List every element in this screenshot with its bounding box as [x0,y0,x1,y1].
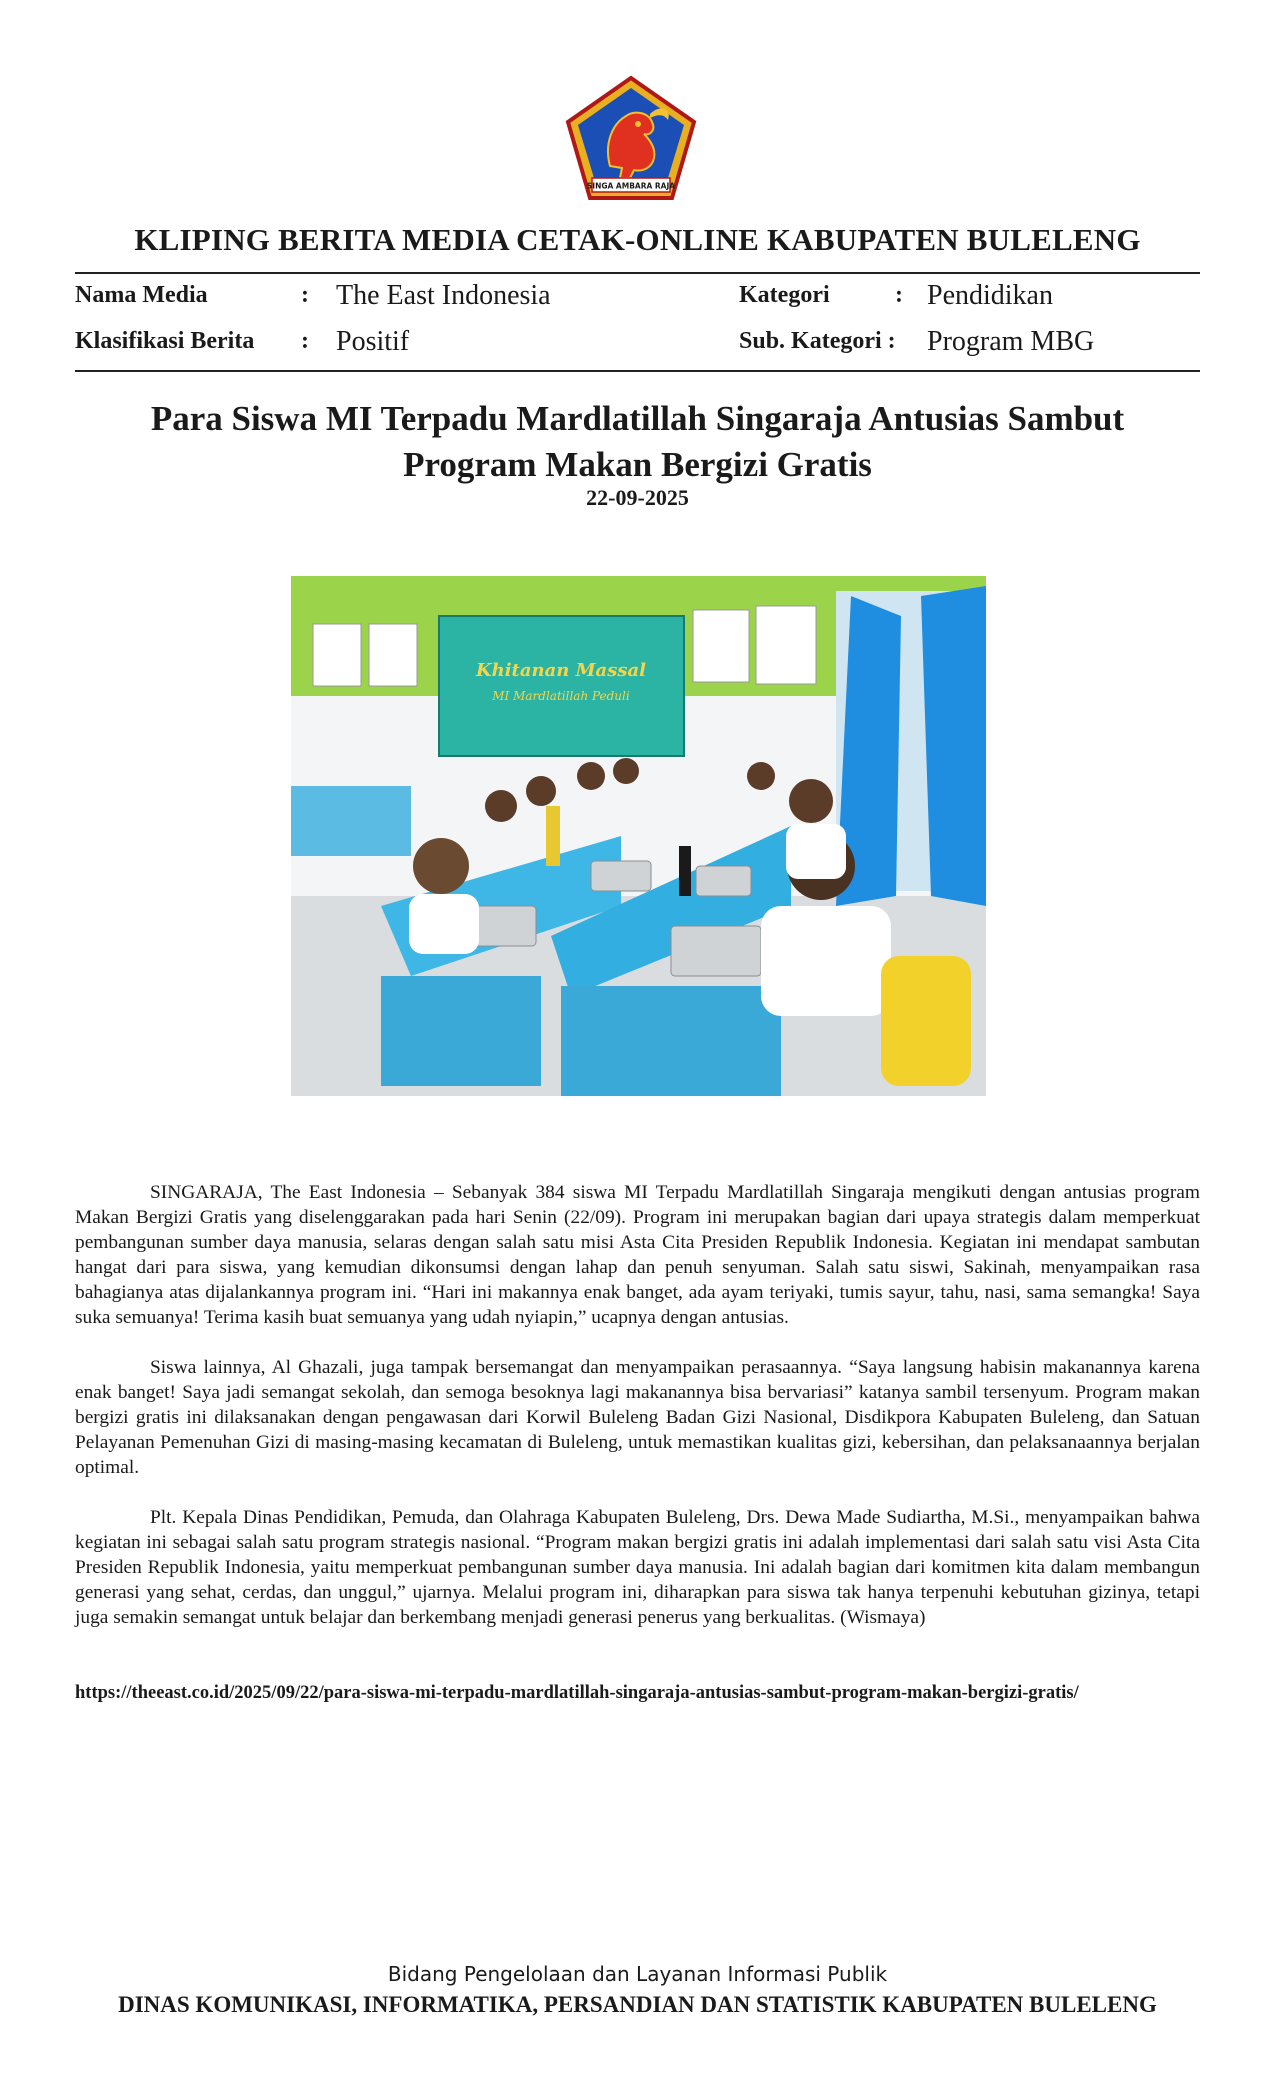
kategori-colon: : [895,282,903,308]
article-paragraph-3: Plt. Kepala Dinas Pendidikan, Pemuda, dan Olahraga Kabupaten Buleleng, Drs. Dewa Made Sudiartha, M.Si., menyampaikan bahwa kegiatan ini sebagai salah satu program strategis nasional. “Program makan bergizi gratis ini adalah implementasi dari salah satu visi Asta Cita Presiden Republik Indonesia, yaitu memperkuat pembangunan sumber daya manusia. Ini adalah bagian dari komitmen kita dalam membangun generasi yang sehat, cerdas, dan unggul,” ujarnya. Melalui program ini, diharapkan para siswa tak hanya terpenuhi kebutuhan gizinya, tetapi juga semakin semangat untuk belajar dan berkembang menjadi generasi penerus yang berkualitas. (Wismaya) [75,1507,1200,1628]
article-date: 22-09-2025 [586,485,689,510]
media-colon: : [301,282,309,308]
article-body [75,1180,1200,1655]
article-title-line2: Program Makan Bergizi Gratis [403,445,872,484]
kategori-label: Kategori [739,282,830,308]
article-title-line1: Para Siswa MI Terpadu Mardlatillah Singaraja Antusias Sambut [150,399,1125,438]
subkategori-label: Sub. Kategori : [739,328,896,354]
banner-title: Khitanan Massal [475,660,647,681]
source-url: https://theeast.co.id/2025/09/22/para-siswa-mi-terpadu-mardlatillah-singaraja-antusias-sambut-program-makan-bergizi-gratis/ [75,1683,1079,1703]
header-rule-bottom [75,370,1200,372]
klasifikasi-value: Positif [336,326,410,357]
article-title [120,396,1155,488]
subkategori-value: Program MBG [927,326,1095,357]
kategori-value: Pendidikan [927,280,1053,311]
klasifikasi-colon: : [301,328,309,354]
document-header-title: KLIPING BERITA MEDIA CETAK-ONLINE KABUPATEN BULELENG [134,222,1141,257]
footer-division: Bidang Pengelolaan dan Layanan Informasi Publik [387,1962,888,1986]
header-rule-top [75,272,1200,274]
logo-motto: SINGA AMBARA RAJA [586,181,676,191]
article-photo [291,576,986,1096]
footer-agency: DINAS KOMUNIKASI, INFORMATIKA, PERSANDIAN DAN STATISTIK KABUPATEN BULELENG [118,1992,1157,2017]
article-paragraph-2: Siswa lainnya, Al Ghazali, juga tampak bersemangat dan menyampaikan perasaannya. “Saya langsung habisin makanannya karena enak banget! Saya jadi semangat sekolah, dan semoga besoknya lagi makanannya bisa bervariasi” katanya sambil tersenyum. Program makan bergizi gratis ini dilaksanakan dengan pengawasan dari Korwil Buleleng Badan Gizi Nasional, Disdikpora Kabupaten Buleleng, dan Satuan Pelayanan Pemenuhan Gizi di masing-masing kecamatan di Buleleng, untuk memastikan kualitas gizi, kebersihan, dan pelaksanaannya berjalan optimal. [75,1357,1200,1478]
buleleng-crest-logo [564,74,698,202]
banner-subtitle: MI Mardlatillah Peduli [492,689,630,703]
media-label: Nama Media [75,282,208,308]
klasifikasi-label: Klasifikasi Berita [75,328,255,354]
article-paragraph-1: SINGARAJA, The East Indonesia – Sebanyak 384 siswa MI Terpadu Mardlatillah Singaraja mengikuti dengan antusias program Makan Bergizi Gratis yang diselenggarakan pada hari Senin (22/09). Program ini merupakan bagian dari upaya strategis dalam memperkuat pembangunan sumber daya manusia, selaras dengan salah satu misi Asta Cita Presiden Republik Indonesia. Kegiatan ini mendapat sambutan hangat dari para siswa, yang kemudian dikonsumsi dengan lahap dan penuh senyuman. Salah satu siswi, Sakinah, menyampaikan rasa bahagianya atas dijalankannya program ini. “Hari ini makannya enak banget, ada ayam teriyaki, tumis sayur, tahu, nasi, sama semangka! Saya suka semuanya! Terima kasih buat semuanya yang udah nyiapin,” ucapnya dengan antusias. [75,1182,1200,1328]
media-value: The East Indonesia [336,280,551,311]
